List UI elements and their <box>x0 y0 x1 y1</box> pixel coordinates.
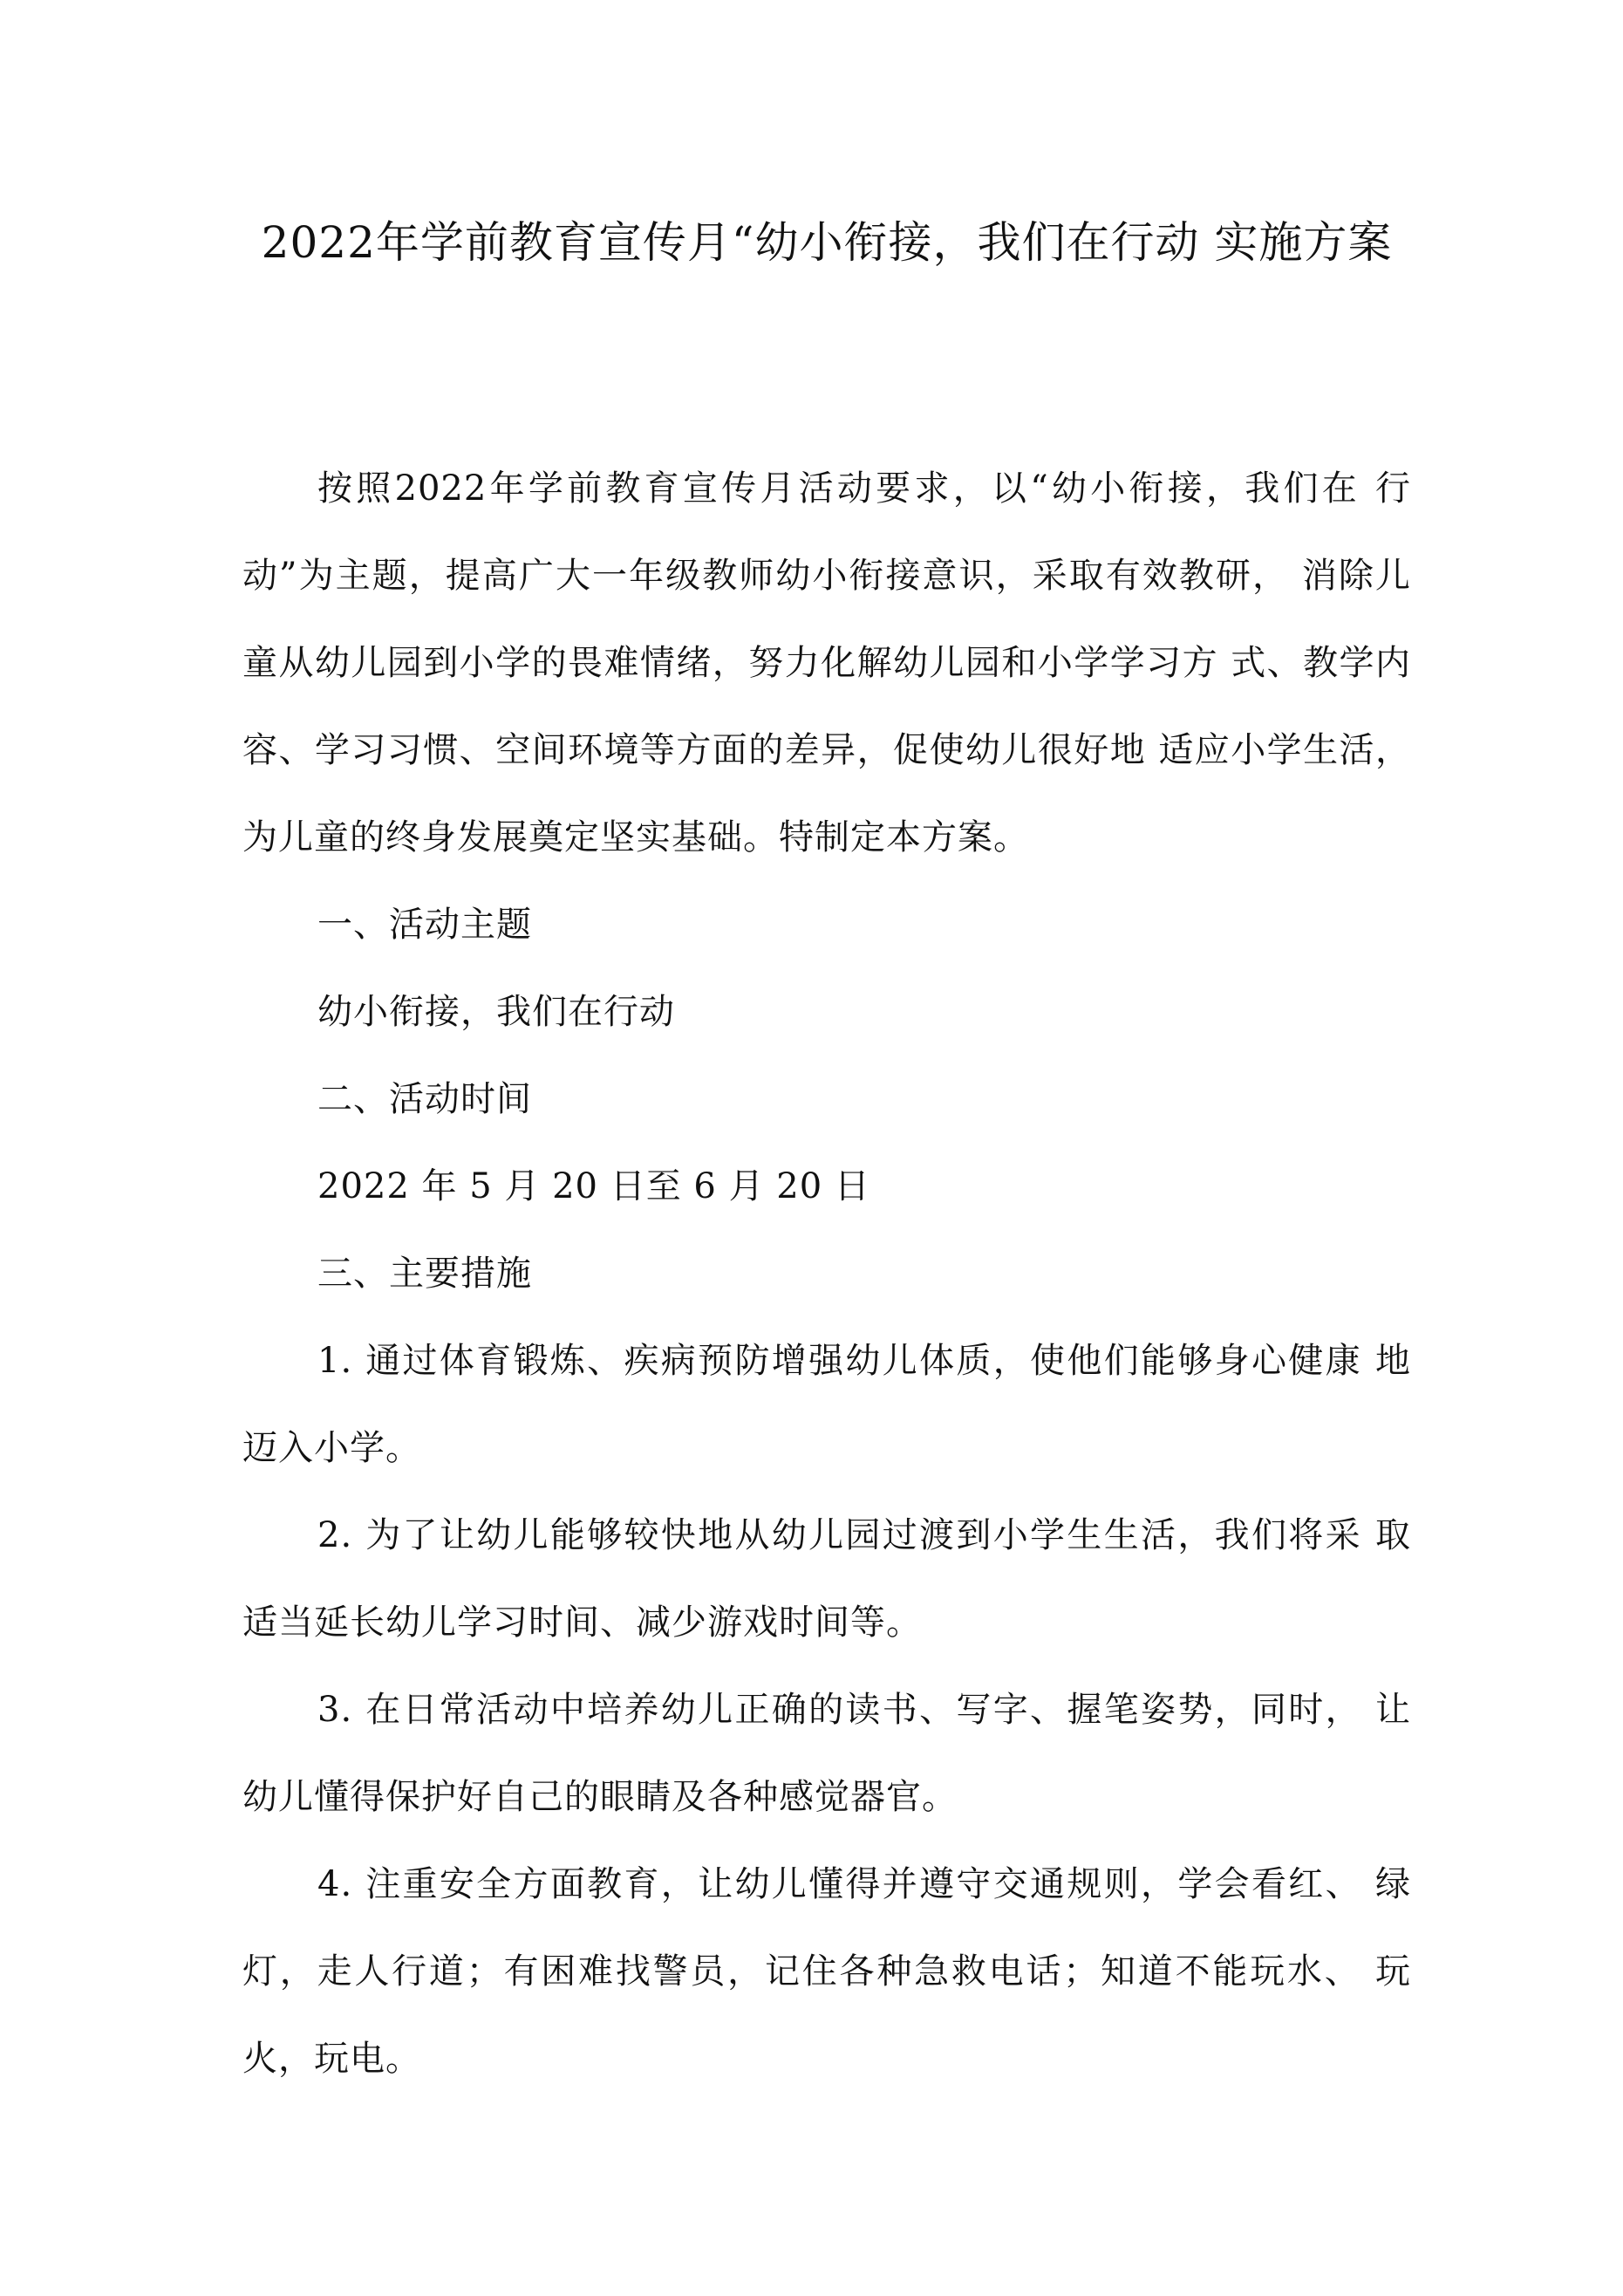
section-heading-measures: 三、主要措施 <box>317 1254 532 1294</box>
intro-paragraph: 按照2022年学前教育宣传月活动要求，以“幼小衔接，我们在 行动”为主题，提高广大一年级教师幼小衔接意识，采取有效教研， 消除儿童从幼儿园到小学的畏难情绪，努力化解幼儿园和小学学习方 式、教学内容、学习习惯、空间环境等方面的差异，促使幼儿很好地 适应小学生活，为儿童的终身发展奠定坚实基础。特制定本方案。 <box>242 468 1411 858</box>
section-heading-time: 二、活动时间 <box>317 1079 532 1119</box>
measure-item-1: 1. 通过体育锻炼、疾病预防增强幼儿体质，使他们能够身心健康 地迈入小学。 <box>242 1341 1411 1468</box>
measure-item-3: 3. 在日常活动中培养幼儿正确的读书、写字、握笔姿势，同时， 让幼儿懂得保护好自己的眼睛及各种感觉器官。 <box>242 1690 1411 1817</box>
measure-item-4: 4. 注重安全方面教育，让幼儿懂得并遵守交通规则，学会看红、 绿灯，走人行道；有困难找警员，记住各种急救电话；知道不能玩水、 玩火，玩电。 <box>242 1864 1411 2079</box>
measure-item-2: 2. 为了让幼儿能够较快地从幼儿园过渡到小学生生活，我们将采 取适当延长幼儿学习时间、减少游戏时间等。 <box>242 1515 1411 1643</box>
document-title: 2022年学前教育宣传月“幼小衔接，我们在行动 实施方案 <box>261 217 1393 268</box>
theme-text: 幼小衔接，我们在行动 <box>317 992 675 1032</box>
document-body <box>242 445 1411 2102</box>
time-text: 2022 年 5 月 20 日至 6 月 20 日 <box>317 1166 870 1206</box>
section-heading-theme: 一、活动主题 <box>317 905 532 945</box>
